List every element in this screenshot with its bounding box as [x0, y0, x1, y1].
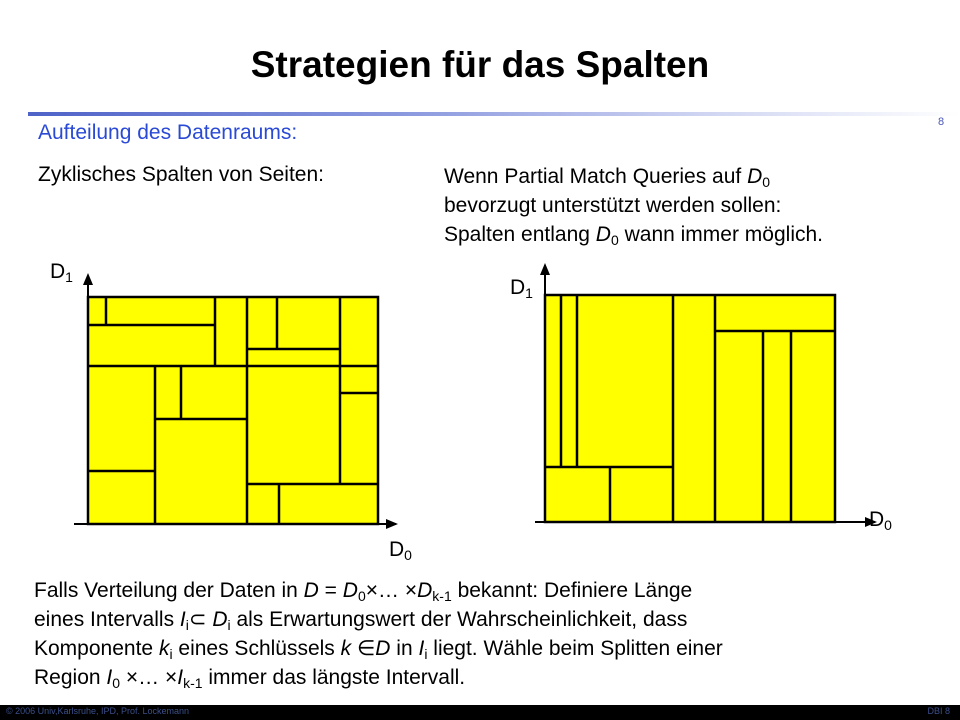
title-underline: [28, 112, 960, 116]
bottom-line-2: eines Intervalls $I_i\subset$ $D_i$ als Erwartungswert der Wahrscheinlichkeit, dass: [34, 608, 688, 633]
left-y-axis-label: $D_1$: [50, 260, 73, 285]
y-axis-arrow: [540, 263, 550, 275]
cyclic-split-diagram: [60, 270, 400, 540]
right-description: Wenn Partial Match Queries auf $D_0$ bevorzugt unterstützt werden sollen: Spalten entlang $D_0$ wann immer möglich.: [444, 165, 823, 248]
x-axis-arrow: [386, 519, 398, 529]
bottom-paragraph: [34, 576, 723, 692]
bottom-line-3: Komponente $k_i$ eines Schlüssels k ∈D in $I_i$ liegt. Wähle beim Splitten einer: [34, 637, 723, 662]
bottom-line-4: Region $I_0$ ×… $\times I_{k-1}$ immer das längste Intervall.: [34, 666, 466, 691]
bottom-line-1: Falls Verteilung der Daten in $D = D_0\times\dots \times D_{k-1}$ bekannt: Definiere Länge: [34, 579, 693, 604]
region-outer: [88, 297, 378, 524]
page-number: 8: [938, 116, 945, 128]
right-y-axis-label: $D_1$: [510, 276, 533, 301]
right-x-axis-label: $D_0$: [869, 508, 892, 533]
footer-bar: [0, 705, 960, 720]
y-axis-arrow: [83, 273, 93, 285]
left-x-axis-label: $D_0$: [389, 538, 412, 563]
footer-copyright: © 2006 Univ,Karlsruhe, IPD, Prof. Lockemann: [6, 706, 190, 716]
footer-slide-id: DBI 8: [927, 706, 950, 716]
left-heading: Zyklisches Spalten von Seiten:: [38, 163, 324, 186]
subtitle: Aufteilung des Datenraums:: [38, 121, 298, 144]
d0-preferred-split-diagram: [515, 260, 895, 533]
slide-title: Strategien für das Spalten: [250, 44, 710, 85]
